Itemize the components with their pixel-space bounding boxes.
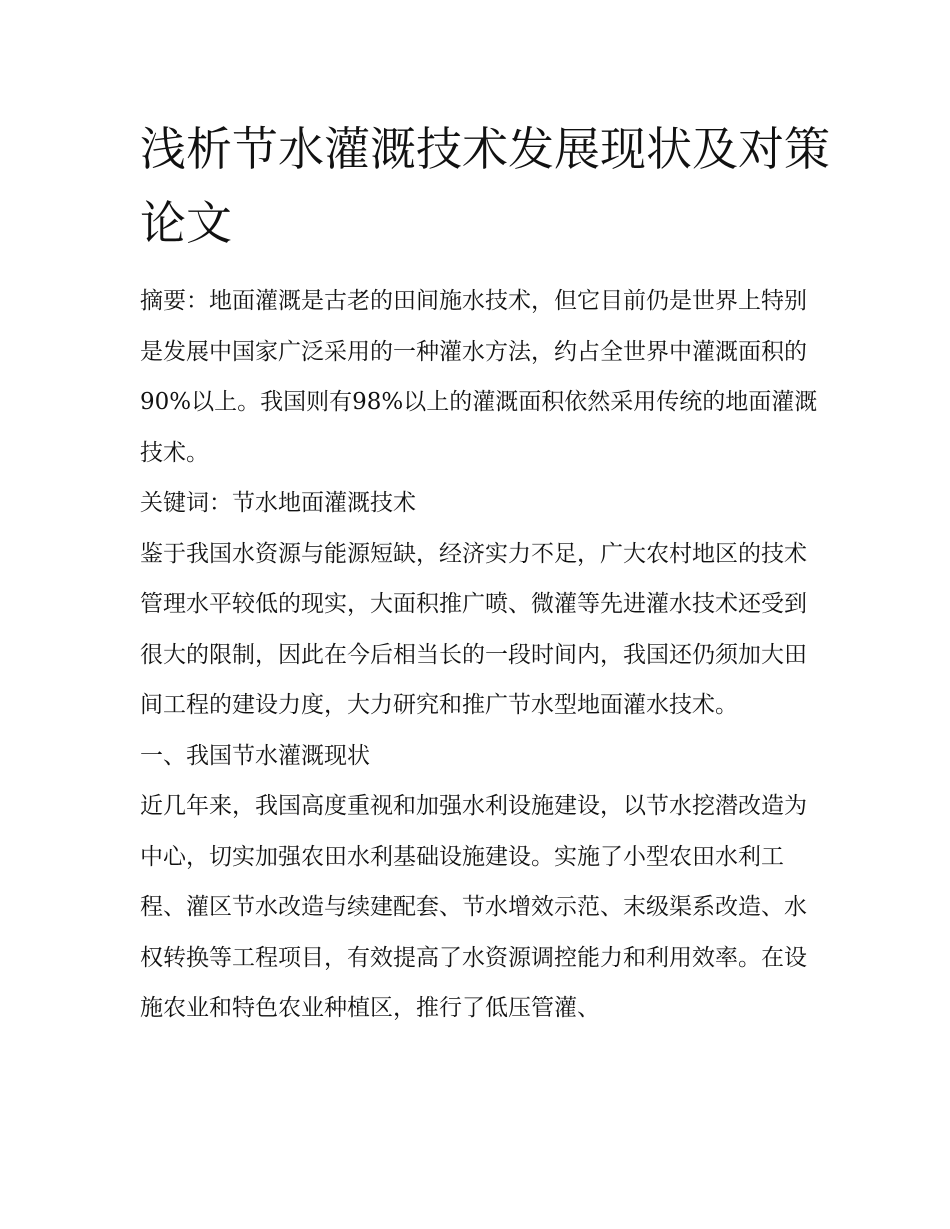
document-title: 浅析节水灌溉技术发展现状及对策论文 — [140, 122, 830, 250]
section-paragraph: 近几年来，我国高度重视和加强水利设施建设，以节水挖潜改造为中心，切实加强农田水利基础设施建设。实施了小型农田水利工程、灌区节水改造与续建配套、节水增效示范、末级渠系改造、水权转换等工程项目，有效提高了水资源调控能力和利用效率。在设施农业和特色农业种植区，推行了低压管灌、 — [140, 793, 807, 1021]
section-heading: 一、我国节水灌溉现状 — [140, 742, 370, 769]
keywords-paragraph: 关键词：节水地面灌溉技术 — [140, 490, 416, 516]
intro-paragraph: 鉴于我国水资源与能源短缺，经济实力不足，广大农村地区的技术管理水平较低的现实，大面积推广喷、微灌等先进灌水技术还受到很大的限制，因此在今后相当长的一段时间内，我国还仍须加大田间工程的建设力度，大力研究和推广节水型地面灌水技术。 — [140, 540, 807, 718]
document-body — [140, 276, 820, 1034]
abstract-paragraph: 摘要：地面灌溉是古老的田间施水技术，但它目前仍是世界上特别是发展中国家广泛采用的一种灌水方法，约占全世界中灌溉面积的90%以上。我国则有98%以上的灌溉面积依然采用传统的地面灌溉技术。 — [140, 288, 818, 466]
